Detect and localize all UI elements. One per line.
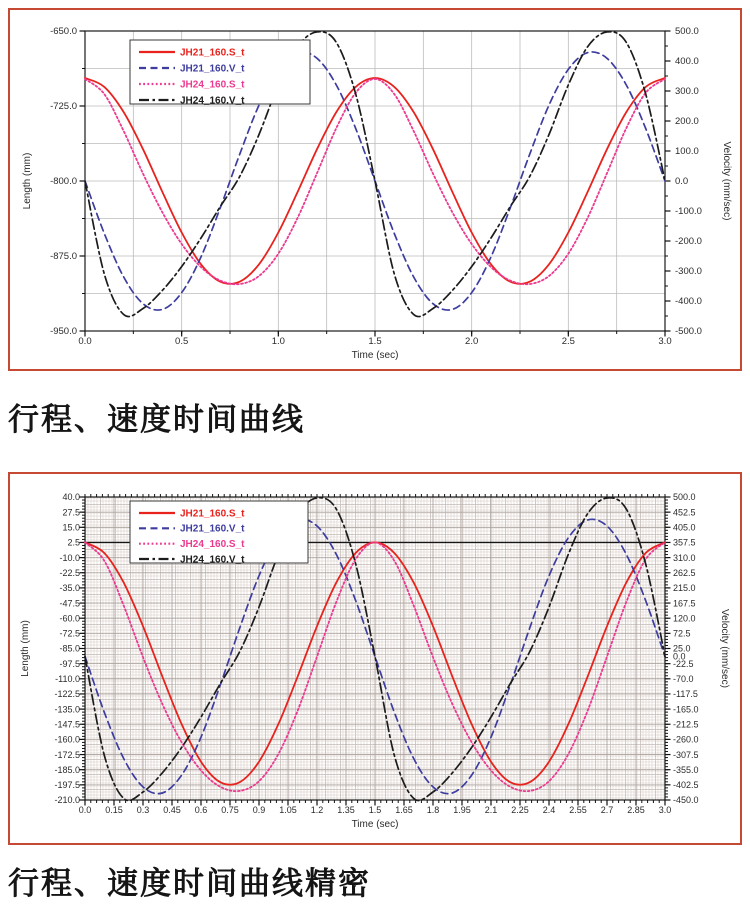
svg-text:Velocity (mm/sec): Velocity (mm/sec): [719, 609, 730, 688]
svg-text:2.7: 2.7: [600, 805, 614, 815]
svg-text:310.0: 310.0: [673, 552, 696, 563]
svg-text:2.55: 2.55: [569, 805, 587, 815]
svg-text:120.0: 120.0: [673, 613, 696, 624]
svg-text:JH24_160.V_t: JH24_160.V_t: [180, 554, 245, 566]
svg-text:400.0: 400.0: [675, 56, 699, 68]
svg-text:452.5: 452.5: [673, 507, 696, 518]
svg-text:100.0: 100.0: [675, 146, 699, 158]
svg-text:JH21_160.S_t: JH21_160.S_t: [180, 47, 245, 59]
chart2-canvas: [10, 474, 740, 843]
svg-text:-185.0: -185.0: [54, 764, 80, 775]
svg-text:0.5: 0.5: [175, 336, 189, 347]
svg-text:-22.5: -22.5: [673, 658, 694, 669]
svg-text:-172.5: -172.5: [54, 749, 80, 760]
svg-text:300.0: 300.0: [675, 86, 699, 98]
svg-text:-950.0: -950.0: [50, 326, 77, 338]
svg-text:0.3: 0.3: [136, 805, 150, 815]
svg-text:1.05: 1.05: [279, 805, 297, 815]
svg-text:167.5: 167.5: [673, 598, 696, 609]
svg-text:-122.5: -122.5: [54, 689, 80, 700]
svg-text:1.65: 1.65: [395, 805, 413, 815]
caption-stroke-velocity-curve: 行程、速度时间曲线: [8, 402, 305, 438]
svg-text:-800.0: -800.0: [50, 176, 77, 188]
svg-text:-200.0: -200.0: [675, 236, 702, 248]
svg-text:357.5: 357.5: [673, 537, 696, 548]
svg-text:2.4: 2.4: [542, 805, 556, 815]
svg-text:0.15: 0.15: [105, 805, 123, 815]
svg-text:-117.5: -117.5: [673, 689, 698, 700]
svg-text:2.0: 2.0: [465, 336, 479, 347]
svg-text:1.5: 1.5: [368, 336, 382, 347]
svg-text:JH21_160.V_t: JH21_160.V_t: [180, 63, 245, 75]
svg-text:262.5: 262.5: [673, 567, 696, 578]
legend: [130, 501, 308, 565]
svg-text:JH21_160.V_t: JH21_160.V_t: [180, 523, 245, 535]
svg-text:2.5: 2.5: [561, 336, 575, 347]
svg-text:0.75: 0.75: [221, 805, 239, 815]
svg-text:-10.0: -10.0: [59, 552, 80, 563]
svg-text:72.5: 72.5: [673, 628, 691, 639]
svg-text:3.0: 3.0: [658, 336, 672, 347]
svg-text:0.9: 0.9: [252, 805, 266, 815]
svg-text:-160.0: -160.0: [54, 734, 80, 745]
stroke-velocity-chart-plain: [8, 8, 742, 371]
svg-text:-260.0: -260.0: [673, 734, 699, 745]
svg-text:40.0: 40.0: [62, 492, 80, 503]
svg-text:2.85: 2.85: [627, 805, 645, 815]
svg-text:-22.5: -22.5: [59, 567, 80, 578]
svg-text:0.0: 0.0: [673, 651, 686, 662]
svg-text:0.45: 0.45: [163, 805, 181, 815]
legend: [130, 40, 310, 106]
svg-text:25.0: 25.0: [673, 643, 691, 654]
svg-text:1.95: 1.95: [453, 805, 471, 815]
svg-text:215.0: 215.0: [673, 583, 696, 594]
svg-text:-60.0: -60.0: [59, 613, 80, 624]
svg-text:Length (mm): Length (mm): [22, 152, 33, 210]
svg-text:0.6: 0.6: [194, 805, 208, 815]
svg-text:3.0: 3.0: [658, 805, 672, 815]
svg-text:-402.5: -402.5: [673, 780, 699, 791]
svg-text:-165.0: -165.0: [673, 704, 699, 715]
svg-text:-47.5: -47.5: [59, 598, 80, 609]
svg-text:2.1: 2.1: [484, 805, 498, 815]
svg-text:-147.5: -147.5: [54, 719, 80, 730]
svg-text:-97.5: -97.5: [59, 658, 80, 669]
svg-text:Length (mm): Length (mm): [20, 620, 31, 677]
svg-text:-100.0: -100.0: [675, 206, 702, 218]
svg-text:200.0: 200.0: [675, 116, 699, 128]
svg-text:-197.5: -197.5: [54, 780, 80, 791]
svg-text:-110.0: -110.0: [55, 674, 80, 684]
svg-text:-400.0: -400.0: [675, 296, 702, 308]
svg-text:-85.0: -85.0: [59, 643, 80, 654]
svg-text:15.0: 15.0: [62, 522, 80, 533]
svg-text:-650.0: -650.0: [50, 26, 77, 38]
svg-text:2.5: 2.5: [67, 537, 80, 548]
svg-text:-35.0: -35.0: [59, 583, 80, 594]
svg-text:Time (sec): Time (sec): [351, 350, 399, 361]
svg-text:1.2: 1.2: [310, 805, 324, 815]
svg-text:-875.0: -875.0: [50, 251, 77, 263]
svg-text:-210.0: -210.0: [54, 795, 80, 806]
svg-text:0.0: 0.0: [78, 336, 92, 347]
svg-text:Velocity (mm/sec): Velocity (mm/sec): [721, 141, 732, 221]
svg-text:-212.5: -212.5: [673, 719, 699, 730]
svg-text:-500.0: -500.0: [675, 326, 702, 338]
svg-text:JH24_160.S_t: JH24_160.S_t: [180, 539, 245, 551]
svg-text:Time (sec): Time (sec): [351, 819, 399, 830]
svg-text:-725.0: -725.0: [50, 101, 77, 113]
svg-text:-307.5: -307.5: [673, 749, 699, 760]
svg-text:500.0: 500.0: [675, 26, 699, 38]
stroke-velocity-chart-precision: [8, 472, 742, 845]
svg-text:1.8: 1.8: [426, 805, 440, 815]
svg-text:1.35: 1.35: [337, 805, 355, 815]
svg-text:JH21_160.S_t: JH21_160.S_t: [180, 508, 245, 520]
svg-text:500.0: 500.0: [673, 492, 696, 503]
svg-text:JH24_160.S_t: JH24_160.S_t: [180, 79, 245, 91]
svg-text:27.5: 27.5: [62, 507, 80, 518]
svg-text:-355.0: -355.0: [673, 764, 699, 775]
svg-text:1.5: 1.5: [368, 805, 382, 815]
svg-text:JH24_160.V_t: JH24_160.V_t: [180, 95, 245, 107]
svg-text:-450.0: -450.0: [673, 795, 699, 806]
svg-text:2.25: 2.25: [511, 805, 529, 815]
svg-text:1.0: 1.0: [271, 336, 285, 347]
svg-text:0.0: 0.0: [675, 176, 689, 188]
svg-text:-135.0: -135.0: [54, 704, 80, 715]
caption-stroke-velocity-curve-precision: 行程、速度时间曲线精密: [8, 866, 371, 902]
svg-text:0.0: 0.0: [78, 805, 92, 815]
svg-text:-300.0: -300.0: [675, 266, 702, 278]
svg-text:405.0: 405.0: [673, 522, 696, 533]
chart1-canvas: [10, 10, 740, 369]
svg-text:-70.0: -70.0: [673, 674, 694, 684]
svg-text:-72.5: -72.5: [59, 628, 80, 639]
